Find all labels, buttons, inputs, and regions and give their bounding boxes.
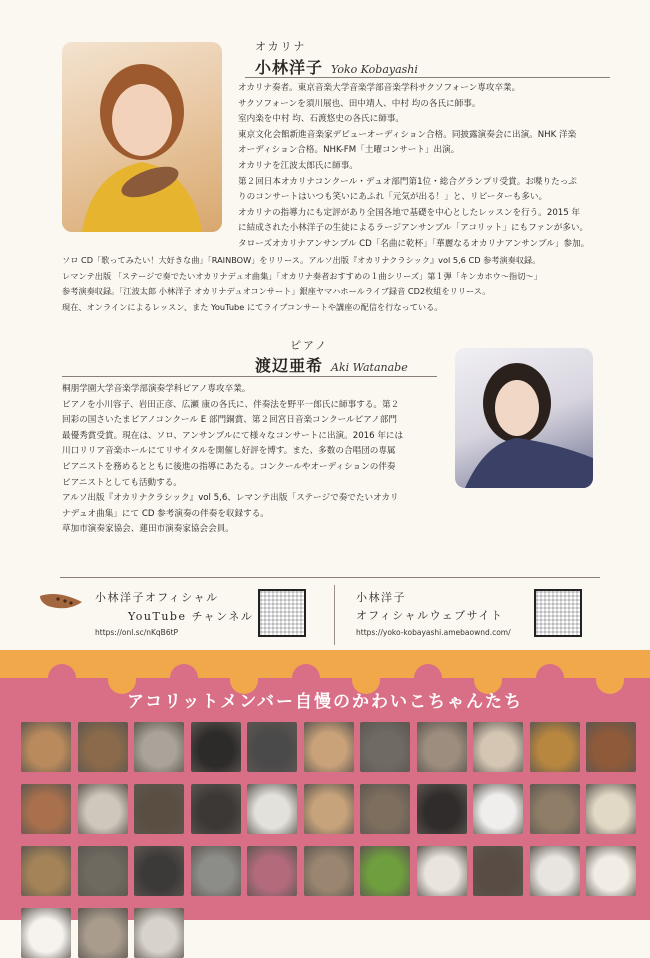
pet-photo (417, 846, 467, 896)
bio-line: ピアニストとしても活動する。 (62, 477, 182, 488)
youtube-title-line1: 小林洋子オフィシャル (95, 591, 219, 604)
youtube-url[interactable]: https://onl.sc/nKqB6tP (95, 628, 179, 637)
performer1-bio-top (238, 81, 589, 253)
bio-line: サクソフォーンを須川展也、田中靖人、中村 均の各氏に師事。 (238, 98, 481, 109)
pet-photo (191, 722, 241, 772)
pets-heading: アコリットメンバー自慢のかわいこちゃんたち (126, 692, 524, 712)
performer2-name: 渡辺亜希 (255, 356, 324, 375)
pet-photo (78, 722, 128, 772)
pets-section (0, 650, 650, 920)
bio-line: オカリナの指導力にも定評があり全国各地で基礎を中心としたレッスンを行う。2015 年 (238, 207, 581, 218)
divider (245, 77, 610, 78)
pet-photo (21, 722, 71, 772)
pet-photo (304, 784, 354, 834)
bio-line: アルソ出版『オカリナクラシック』vol 5,6、レマンテ出版「ステージで奏でたいオカリ (62, 493, 399, 504)
pet-photo (191, 846, 241, 896)
bio-line: 回彩の国さいたまピアノコンクール E 部門銅賞、第２回宮日音楽コンクールピアノ部門 (62, 415, 397, 426)
performer1-name: 小林洋子 (255, 58, 324, 77)
qr-code-icon[interactable] (258, 589, 306, 637)
performer1-name-block (255, 55, 418, 78)
performer2-name-roman: Aki Watanabe (331, 361, 408, 374)
performer2-role: ピアノ (290, 339, 329, 352)
pet-photo (530, 784, 580, 834)
bio-line: 桐朋学園大学音楽学部演奏学科ピアノ専攻卒業。 (62, 384, 251, 394)
pet-photo-grid (21, 722, 635, 958)
website-url[interactable]: https://yoko-kobayashi.amebaownd.com/ (356, 628, 511, 637)
bio-line: タローズオカリナアンサンブル CD「名曲に乾杯」「華麗なるオカリナアンサンブル」参加。 (238, 238, 590, 249)
pet-photo (247, 784, 297, 834)
pet-photo (134, 908, 184, 958)
pet-photo (586, 784, 636, 834)
bio-line: ピアノを小川容子、岩田正彦、広瀬 康の各氏に、伴奏法を野平一郎氏に師事する。第２ (62, 399, 400, 410)
bio-line: オカリナを江波太郎氏に師事。 (238, 160, 358, 171)
performer1-bio-bottom (62, 253, 542, 315)
pet-photo (473, 846, 523, 896)
pet-photo (473, 784, 523, 834)
pet-photo (304, 722, 354, 772)
performer2-name-block (255, 353, 408, 376)
pet-photo (21, 846, 71, 896)
bio-line: ピアニストを務めるとともに後進の指導にあたる。コンクールやオーディションの伴奏 (62, 461, 396, 472)
pet-photo (530, 846, 580, 896)
bio-line: オカリナ奏者。東京音楽大学音楽学部音楽学科サクソフォーン専攻卒業。 (238, 83, 521, 93)
pet-photo (247, 722, 297, 772)
performer1-role: オカリナ (255, 40, 307, 53)
pet-photo (78, 846, 128, 896)
bio-line: レマンテ出版 「ステージで奏でたいオカリナデュオ曲集」「オカリナ奏者おすすめの１曲シリーズ」第１弾「キンカホウ〜指切〜」 (62, 270, 542, 281)
website-title-line1: 小林洋子 (356, 591, 406, 604)
yoko-kobayashi-photo (62, 42, 222, 232)
pet-photo (586, 846, 636, 896)
qr-code-icon[interactable] (534, 589, 582, 637)
pet-photo (191, 784, 241, 834)
performer2-bio (62, 382, 403, 538)
pet-photo (530, 722, 580, 772)
bio-line: 川口リリア音楽ホールにてリサイタルを開催し好評を博す。また、多数の合唱団の専属 (62, 446, 396, 457)
bio-line: 現在、オンラインによるレッスン、また YouTube にてライブコンサートや講座の配信を行なっている。 (62, 301, 443, 312)
pet-photo (134, 784, 184, 834)
pet-photo (417, 722, 467, 772)
aki-watanabe-photo (455, 348, 593, 488)
pet-photo (134, 846, 184, 896)
vertical-divider (334, 585, 335, 645)
bio-line: に結成された小林洋子の生徒によるラージアンサンブル「アコリット」にもファンが多い。 (238, 223, 589, 234)
bio-line: 参考演奏収録。「江波太郎 小林洋子 オカリナデュオコンサート」銀座ヤマハホールライブ録音 CD2枚組をリリース。 (62, 286, 491, 297)
pet-photo (304, 846, 354, 896)
bio-line: オーディション合格。NHK-FM「土曜コンサート」出演。 (238, 145, 460, 156)
website-title-line2: オフィシャルウェブサイト (356, 609, 504, 622)
bio-line: 第２回日本オカリナコンクール・デュオ部門第1位・総合グランプリ受賞。お喋りたっぷ (238, 176, 577, 187)
bio-line: りのコンサートはいつも笑いにあふれ「元気が出る！」と、リピーターも多い。 (238, 192, 548, 203)
pet-photo (360, 784, 410, 834)
pet-photo (78, 908, 128, 958)
pet-photo (247, 846, 297, 896)
pet-photo (134, 722, 184, 772)
divider (60, 577, 600, 578)
pet-photo (473, 722, 523, 772)
bio-line: ナデュオ曲集」にて CD 参考演奏の伴奏を収録する。 (62, 508, 269, 519)
divider (62, 376, 437, 377)
bio-line: 室内楽を中村 均、石渡悠史の各氏に師事。 (238, 114, 405, 125)
performer1-name-roman: Yoko Kobayashi (331, 63, 418, 76)
youtube-title-line2: YouTube チャンネル (128, 610, 254, 623)
bio-line: 草加市演奏家協会、蓮田市演奏家協会会員。 (62, 524, 234, 535)
bio-line: ソロ CD「歌ってみたい！大好きな曲」「RAINBOW」をリリース。アルソ出版『オカリナクラシック』vol 5,6 CD 参考演奏収録。 (62, 255, 541, 265)
pet-photo (417, 784, 467, 834)
bio-line: 最優秀賞受賞。現在は、ソロ、アンサンブルにて様々なコンサートに出演。2016 年には (62, 430, 404, 441)
pet-photo (21, 908, 71, 958)
pet-photo (360, 722, 410, 772)
pet-photo (360, 846, 410, 896)
pet-photo (21, 784, 71, 834)
bio-line: 東京文化会館新進音楽家デビューオーディション合格。同披露演奏会に出演。NHK 洋楽 (238, 129, 577, 140)
pet-photo (586, 722, 636, 772)
ocarina-icon (38, 588, 84, 612)
pet-photo (78, 784, 128, 834)
